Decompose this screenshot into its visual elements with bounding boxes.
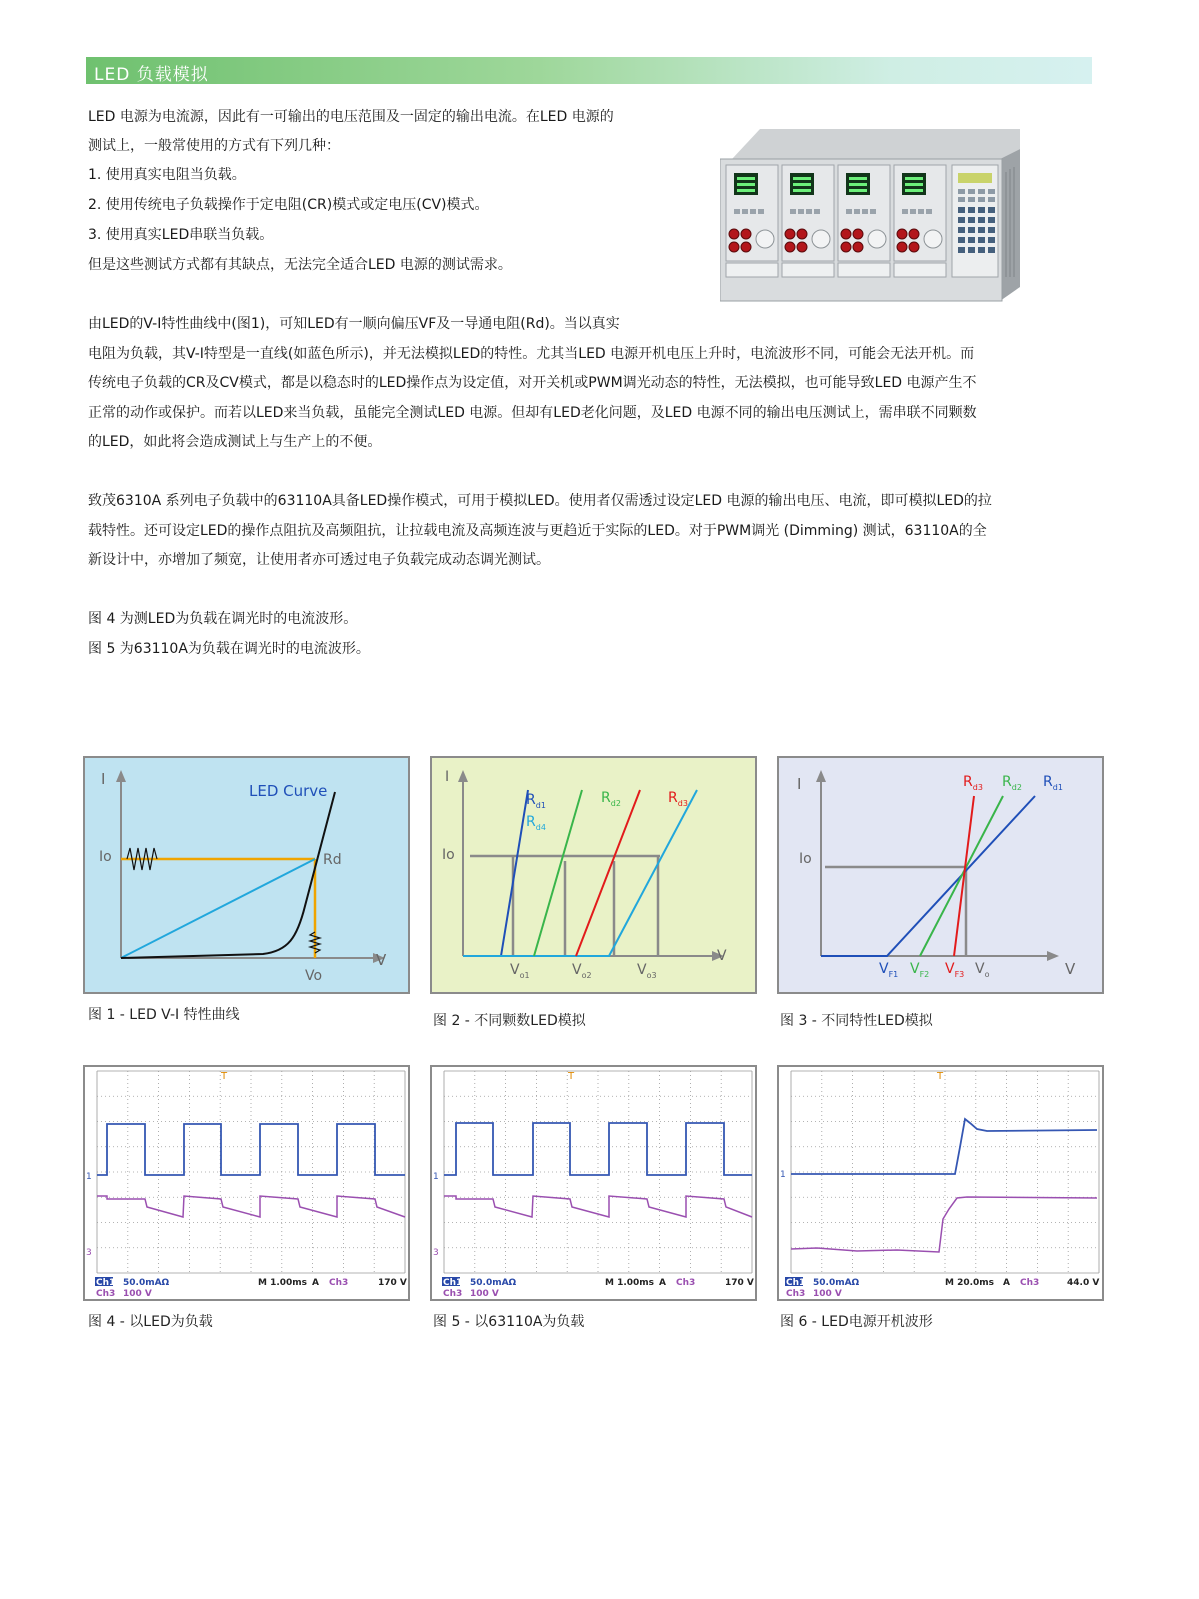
label-rd2: $R_{d2}$ — [601, 790, 621, 808]
ch3-label: Ch3 — [443, 1289, 463, 1299]
trigger-level: 170 V — [378, 1278, 407, 1288]
figure-3-led-characteristics — [777, 756, 1104, 994]
trigger-marker: T — [937, 1071, 944, 1082]
label-rd3: $R_{d3}$ — [668, 790, 688, 808]
ch1-scale: 50.0mAΩ — [123, 1278, 170, 1288]
label-vf3: $V_{F3}$ — [945, 961, 965, 979]
ch1-marker: 1 — [86, 1172, 92, 1182]
intro-line: 但是这些测试方式都有其缺点，无法完全适合LED 电源的测试需求。 — [88, 257, 512, 273]
timebase: M 1.00ms — [258, 1278, 308, 1288]
trigger-source: Ch3 — [329, 1278, 349, 1288]
trigger-source: Ch3 — [676, 1278, 696, 1288]
ch3-marker: 3 — [86, 1248, 92, 1258]
section-header — [86, 57, 1092, 84]
label-rd: Rd — [323, 852, 342, 868]
figure-6-scope — [777, 1065, 1104, 1301]
ch3-scale: 100 V — [123, 1289, 152, 1299]
intro-line: 1. 使用真实电阻当负载。 — [88, 167, 246, 183]
label-vo: $V_o$ — [975, 961, 990, 979]
body-line: 的LED，如此将会造成测试上与生产上的不便。 — [88, 434, 382, 450]
label-rd4: $R_{d4}$ — [526, 814, 546, 832]
trigger-level: 170 V — [725, 1278, 754, 1288]
trigger-level: 44.0 V — [1067, 1278, 1100, 1288]
trigger-marker: T — [221, 1071, 228, 1082]
body-line: 图 4 为测LED为负载在调光时的电流波形。 — [88, 611, 358, 627]
figure-5-caption: 图 5 - 以63110A为负载 — [433, 1314, 585, 1330]
axis-label-v: V — [1065, 960, 1076, 978]
intro-line: 3. 使用真实LED串联当负载。 — [88, 227, 274, 243]
figure-2-caption: 图 2 - 不同颗数LED模拟 — [433, 1013, 586, 1029]
figure-4-caption: 图 4 - 以LED为负载 — [88, 1314, 213, 1330]
product-photo — [720, 127, 1028, 303]
ch1-marker: 1 — [780, 1170, 786, 1180]
body-line: 新设计中，亦增加了频宽，让使用者亦可透过电子负载完成动态调光测试。 — [88, 552, 550, 568]
intro-line: 2. 使用传统电子负载操作于定电阻(CR)模式或定电压(CV)模式。 — [88, 197, 489, 213]
axis-label-v: V — [717, 948, 727, 964]
figure-2-led-count — [430, 756, 757, 994]
label-io: Io — [99, 849, 112, 865]
label-vf1: $V_{F1}$ — [879, 961, 899, 979]
label-rd2: $R_{d2}$ — [1002, 774, 1022, 792]
body-line: 载特性。还可设定LED的操作点阻抗及高频阻抗，让拉载电流及高频连波与更趋近于实际的LED。对于PWM调光 (Dimming) 测试，63110A的全 — [88, 523, 987, 539]
label-io: Io — [799, 851, 812, 867]
intro-line: LED 电源为电流源，因此有一可输出的电压范围及一固定的输出电流。在LED 电源的 — [88, 109, 614, 125]
trigger-mode: A — [659, 1278, 666, 1288]
ch3-label: Ch3 — [786, 1289, 806, 1299]
trigger-source: Ch3 — [1020, 1278, 1040, 1288]
ch1-scale: 50.0mAΩ — [813, 1278, 860, 1288]
axis-label-i: I — [797, 775, 802, 793]
figure-1-caption: 图 1 - LED V-I 特性曲线 — [88, 1007, 240, 1023]
ch3-scale: 100 V — [813, 1289, 842, 1299]
figure-4-scope — [83, 1065, 410, 1301]
ch1-label: Ch1 — [786, 1278, 806, 1288]
body-line: 图 5 为63110A为负载在调光时的电流波形。 — [88, 641, 370, 657]
label-rd1: $R_{d1}$ — [526, 792, 546, 810]
trigger-marker: T — [568, 1071, 575, 1082]
intro-line: 测试上，一般常使用的方式有下列几种： — [88, 138, 340, 154]
ch3-label: Ch3 — [96, 1289, 116, 1299]
body-line: 正常的动作或保护。而若以LED来当负载，虽能完全测试LED 电源。但却有LED老化问题，及LED 电源不同的输出电压测试上，需串联不同颗数 — [88, 405, 977, 421]
figure-5-scope — [430, 1065, 757, 1301]
axis-label-i: I — [445, 769, 450, 785]
figure-1-vi-curve — [83, 756, 410, 994]
timebase: M 20.0ms — [945, 1278, 995, 1288]
ch1-label: Ch1 — [443, 1278, 463, 1288]
axis-label-v: V — [376, 951, 387, 969]
ch1-marker: 1 — [433, 1172, 439, 1182]
body-line: 传统电子负载的CR及CV模式，都是以稳态时的LED操作点为设定值，对开关机或PWM调光动态的特性，无法模拟，也可能导致LED 电源产生不 — [88, 375, 977, 391]
axis-label-i: I — [101, 770, 106, 788]
label-vo2: $V_{o2}$ — [572, 962, 592, 980]
label-vo: Vo — [305, 968, 323, 984]
label-rd3: $R_{d3}$ — [963, 774, 983, 792]
label-vo3: $V_{o3}$ — [637, 962, 657, 980]
trigger-mode: A — [312, 1278, 319, 1288]
label-vf2: $V_{F2}$ — [910, 961, 930, 979]
body-line: 电阻为负载，其V-I特型是一直线(如蓝色所示)，并无法模拟LED的特性。尤其当LED 电源开机电压上升时，电流波形不同，可能会无法开机。而 — [88, 346, 975, 362]
trigger-mode: A — [1003, 1278, 1010, 1288]
body-line: 致茂6310A 系列电子负载中的63110A具备LED操作模式，可用于模拟LED。使用者仅需透过设定LED 电源的输出电压、电流，即可模拟LED的拉 — [88, 493, 992, 509]
body-line: 由LED的V-I特性曲线中(图1)，可知LED有一顺向偏压VF及一导通电阻(Rd)。当以真实 — [88, 316, 620, 332]
label-io: Io — [442, 847, 455, 863]
ch1-label: Ch1 — [96, 1278, 116, 1288]
timebase: M 1.00ms — [605, 1278, 655, 1288]
label-led-curve: LED Curve — [249, 782, 328, 800]
label-rd1: $R_{d1}$ — [1043, 774, 1063, 792]
section-title: LED 负载模拟 — [94, 65, 209, 85]
figure-6-caption: 图 6 - LED电源开机波形 — [780, 1314, 933, 1330]
label-vo1: $V_{o1}$ — [510, 962, 530, 980]
figure-3-caption: 图 3 - 不同特性LED模拟 — [780, 1013, 933, 1029]
ch3-marker: 3 — [433, 1248, 439, 1258]
ch3-scale: 100 V — [470, 1289, 499, 1299]
ch1-scale: 50.0mAΩ — [470, 1278, 517, 1288]
